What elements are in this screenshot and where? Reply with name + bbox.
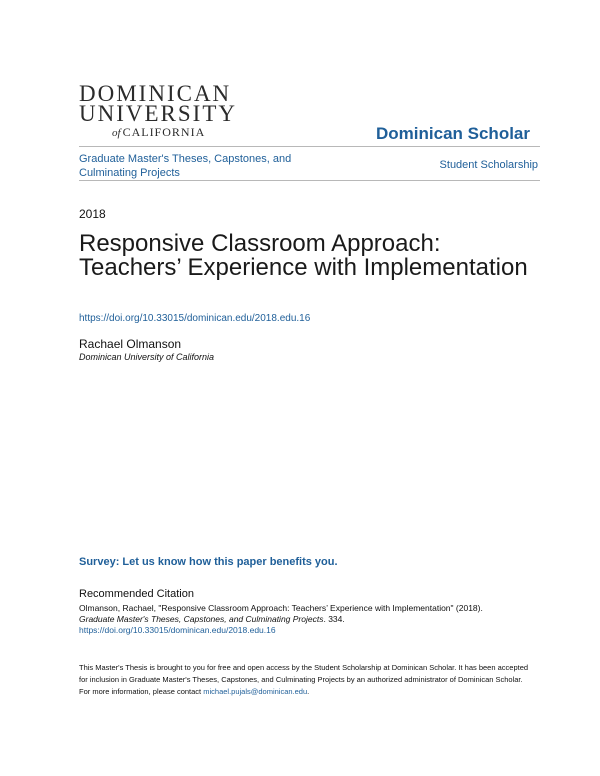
category-link[interactable]: Student Scholarship — [439, 159, 538, 171]
header-divider-top — [79, 146, 540, 147]
survey-link[interactable]: Survey: Let us know how this paper benefits you. — [79, 556, 338, 568]
citation-series: Graduate Master's Theses, Capstones, and Culminating Projects — [79, 614, 324, 624]
logo-california: CALIFORNIA — [122, 125, 206, 139]
logo-of: of — [112, 127, 121, 139]
author-affiliation: Dominican University of California — [79, 352, 215, 362]
citation-block — [79, 603, 549, 636]
citation-doi-link[interactable]: https://doi.org/10.33015/dominican.edu/2018.edu.16 — [79, 625, 276, 635]
university-logo — [79, 81, 249, 140]
doi-link[interactable]: https://doi.org/10.33015/dominican.edu/2018.edu.16 — [79, 313, 311, 324]
access-notice — [79, 662, 529, 698]
citation-number: . 334. — [323, 614, 345, 624]
citation-heading: Recommended Citation — [79, 588, 194, 600]
header-divider-bottom — [79, 180, 540, 181]
contact-email-link[interactable]: michael.pujals@dominican.edu — [203, 687, 308, 696]
citation-line: Olmanson, Rachael, "Responsive Classroom Approach: Teachers’ Experience with Implementation" (2018). — [79, 603, 483, 613]
paper-title: Responsive Classroom Approach: Teachers’ Experience with Implementation — [79, 230, 528, 281]
publication-year: 2018 — [79, 207, 106, 221]
logo-line-2: UNIVERSITY — [79, 101, 237, 126]
logo-line-3 — [112, 125, 249, 140]
notice-text: This Master's Thesis is brought to you for free and open access by the Student Scholarship at Dominican Scholar. It has been accepted for inclusion in Graduate Master's Theses, Capstones, and Culminating Projects by an authorized administrator of Dominican Scholar. For more information, please contact — [79, 663, 529, 696]
notice-end: . — [307, 687, 310, 696]
collection-link[interactable]: Graduate Master's Theses, Capstones, and Culminating Projects — [79, 153, 292, 179]
brand-link[interactable]: Dominican Scholar — [376, 124, 530, 143]
citation-source — [79, 614, 549, 625]
logo-line-1: DOMINICAN — [79, 81, 232, 106]
author-name: Rachael Olmanson — [79, 337, 182, 351]
